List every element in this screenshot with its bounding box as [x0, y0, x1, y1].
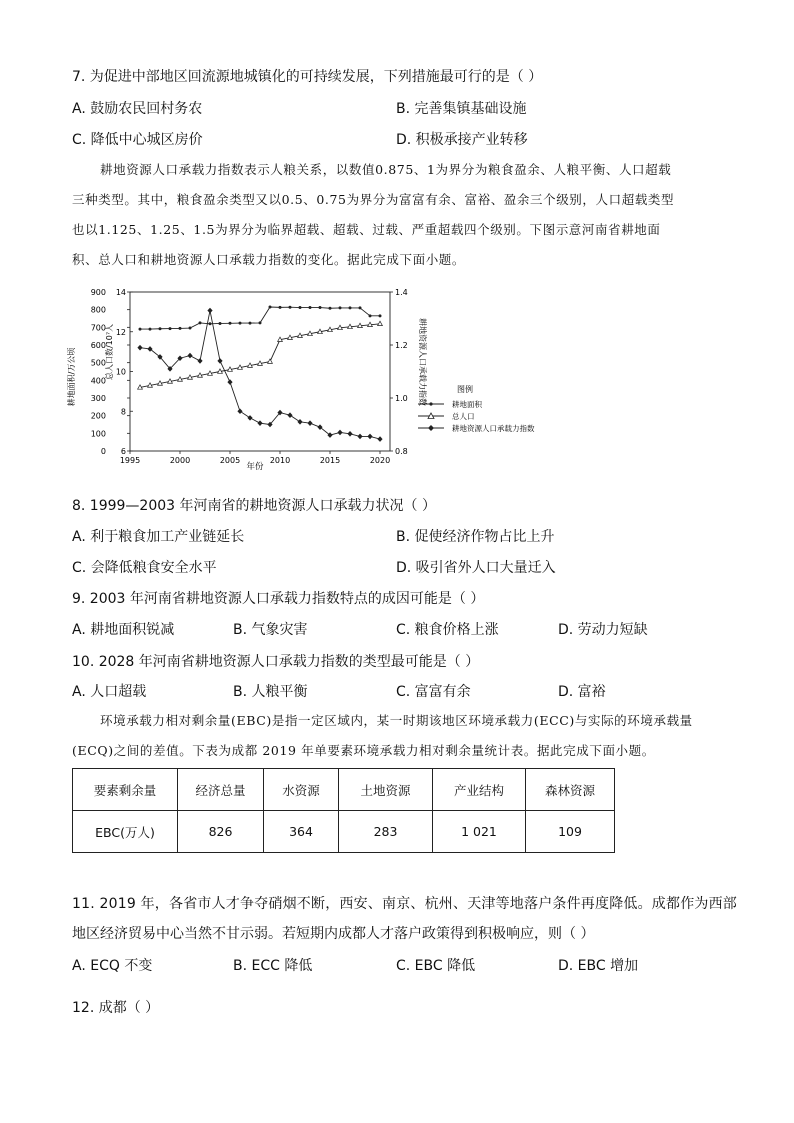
passage-cultivated-land	[72, 155, 724, 275]
passage-line: 耕地资源人口承载力指数表示人粮关系，以数值0.875、1为界分为粮食盈余、人粮平衡、人口超载	[100, 162, 672, 177]
index-point	[257, 420, 262, 426]
index-tick-label: 0.8	[395, 447, 408, 456]
q11-option-a: A. ECQ 不变	[72, 958, 153, 974]
table-header-cell: 水资源	[264, 769, 339, 811]
farmland-tick-label: 500	[90, 358, 106, 368]
index-point	[197, 358, 202, 364]
table-cell: 826	[178, 811, 264, 853]
population-tick-label: 10	[115, 367, 126, 377]
question-11-stem-line-1: 11. 2019 年，各省市人才争夺硝烟不断，西安、南京、杭州、天津等地落户条件再度降低。成都作为西部	[72, 896, 737, 912]
q8-option-d: D. 吸引省外人口大量迁入	[396, 560, 556, 576]
farmland-point	[289, 306, 292, 309]
q11-option-b: B. ECC 降低	[233, 958, 313, 974]
passage-line: 三种类型。其中，粮食盈余类型又以0.5、0.75为界分为富富有余、富裕、盈余三个级别，人口超载类型	[72, 192, 675, 207]
q9-option-b: B. 气象灾害	[233, 622, 308, 638]
index-tick-label: 1.2	[395, 341, 408, 350]
passage-line: 环境承载力相对剩余量(EBC)是指一定区域内，某一时期该地区环境承载力(ECC)与实际的环境承载量	[100, 713, 693, 728]
index-tick-label: 1.0	[395, 394, 408, 403]
q11-option-d: D. EBC 增加	[558, 958, 639, 974]
farmland-point	[229, 322, 232, 325]
passage-line: 积、总人口和耕地资源人口承载力指数的变化。据此完成下面小题。	[72, 252, 466, 267]
farmland-point	[319, 306, 322, 309]
farmland-point	[279, 306, 282, 309]
farmland-point	[349, 306, 352, 309]
q8-option-c: C. 会降低粮食安全水平	[72, 560, 217, 576]
index-point	[137, 345, 142, 351]
farmland-point	[309, 306, 312, 309]
farmland-tick-label: 400	[90, 376, 106, 386]
legend-label-population: 总人口	[452, 412, 475, 421]
population-tick-label: 6	[120, 447, 126, 456]
farmland-point	[259, 321, 262, 324]
index-point	[247, 415, 252, 421]
index-point	[347, 431, 352, 437]
x-tick-label: 2010	[269, 456, 291, 465]
q8-option-b: B. 促使经济作物占比上升	[396, 529, 555, 545]
index-tick-label: 1.4	[395, 288, 408, 297]
table-cell: 283	[339, 811, 433, 853]
farmland-point	[159, 327, 162, 330]
farmland-point	[369, 314, 372, 317]
index-point	[207, 308, 212, 314]
index-point	[307, 420, 312, 426]
farmland-point	[379, 314, 382, 317]
farmland-tick-label: 200	[90, 411, 106, 421]
axis-label-farmland-text: 耕地面积/万公顷	[67, 347, 76, 407]
farmland-point	[219, 322, 222, 325]
table-header-cell: 森林资源	[526, 769, 615, 811]
x-tick-label: 2000	[169, 456, 191, 465]
index-point	[217, 358, 222, 364]
question-12-stem: 12. 成都（ ）	[72, 1000, 160, 1016]
table-cell: EBC(万人)	[73, 811, 178, 853]
farmland-point	[329, 307, 332, 310]
q9-option-c: C. 粮食价格上涨	[396, 622, 499, 638]
ebc-table	[72, 768, 615, 853]
x-tick-label: 2015	[319, 456, 341, 465]
legend-marker-diamond	[428, 425, 434, 431]
index-point	[337, 430, 342, 436]
q7-option-c: C. 降低中心城区房价	[72, 132, 203, 148]
population-tick-label: 12	[115, 327, 126, 337]
question-8-stem: 8. 1999—2003 年河南省的耕地资源人口承载力状况（ ）	[72, 498, 436, 514]
legend-title: 图例	[457, 385, 473, 394]
legend-label-index: 耕地资源人口承载力指数	[452, 424, 535, 433]
table-cell: 109	[526, 811, 615, 853]
passage-line: 也以1.125、1.25、1.5为界分为临界超载、超载、过载、严重超载四个级别。下图示意河南省耕地面	[72, 222, 661, 237]
series-line-1	[140, 324, 380, 388]
axis-label-population-text: 总人口数/10⁷人	[105, 323, 114, 381]
x-axis-label: 年份	[246, 462, 264, 472]
farmland-tick-label: 0	[100, 447, 106, 456]
x-tick-label: 1995	[119, 456, 141, 465]
axis-label-farmland	[66, 348, 76, 407]
farmland-tick-label: 900	[90, 288, 106, 297]
farmland-tick-label: 800	[90, 305, 106, 315]
question-11-stem-line-2: 地区经济贸易中心当然不甘示弱。若短期内成都人才落户政策得到积极响应，则（ ）	[72, 926, 595, 942]
table-cell: 1 021	[433, 811, 526, 853]
plot-frame	[130, 292, 390, 451]
table-cell: 364	[264, 811, 339, 853]
index-point	[377, 436, 382, 442]
table-header-cell: 土地资源	[339, 769, 433, 811]
passage-ebc	[72, 706, 724, 766]
index-point	[357, 434, 362, 440]
farmland-point	[249, 322, 252, 325]
henan-land-population-chart	[60, 282, 600, 474]
axis-label-index	[418, 318, 428, 406]
population-point	[268, 359, 273, 363]
q9-option-a: A. 耕地面积锐减	[72, 622, 175, 638]
q9-option-d: D. 劳动力短缺	[558, 622, 648, 638]
farmland-point	[149, 328, 152, 331]
series-line-2	[140, 311, 380, 440]
farmland-tick-label: 300	[90, 394, 106, 403]
table-header-cell: 经济总量	[178, 769, 264, 811]
index-point	[297, 419, 302, 425]
table-header-cell: 要素剩余量	[73, 769, 178, 811]
legend-marker-dot	[429, 402, 432, 405]
index-point	[237, 408, 242, 414]
farmland-point	[239, 322, 242, 325]
q7-option-d: D. 积极承接产业转移	[396, 132, 528, 148]
farmland-tick-label: 100	[90, 429, 106, 439]
q8-option-a: A. 利于粮食加工产业链延长	[72, 529, 245, 545]
x-tick-label: 2005	[219, 456, 241, 465]
question-7-stem: 7. 为促进中部地区回流源地城镇化的可持续发展，下列措施最可行的是（ ）	[72, 69, 543, 85]
table-row	[73, 811, 615, 853]
farmland-point	[169, 327, 172, 330]
axis-label-population	[104, 324, 114, 380]
farmland-point	[339, 306, 342, 309]
farmland-point	[269, 306, 272, 309]
legend-label-farmland: 耕地面积	[452, 400, 482, 409]
table-header-cell: 产业结构	[433, 769, 526, 811]
axis-label-index-text: 耕地资源人口承载力指数	[418, 318, 427, 406]
population-tick-label: 8	[120, 407, 126, 417]
farmland-tick-label: 600	[90, 341, 106, 350]
index-point	[227, 379, 232, 385]
passage-line: (ECQ)之间的差值。下表为成都 2019 年单要素环境承载力相对剩余量统计表。据此完成下面小题。	[72, 743, 655, 758]
farmland-point	[359, 306, 362, 309]
farmland-point	[179, 327, 182, 330]
question-10-stem: 10. 2028 年河南省耕地资源人口承载力指数的类型最可能是（ ）	[72, 654, 480, 670]
x-tick-label: 2020	[369, 456, 391, 465]
question-9-stem: 9. 2003 年河南省耕地资源人口承载力指数特点的成因可能是（ ）	[72, 591, 485, 607]
farmland-point	[299, 306, 302, 309]
q11-option-c: C. EBC 降低	[396, 958, 476, 974]
table-header-row	[73, 769, 615, 811]
series-line-0	[140, 307, 380, 329]
q10-option-a: A. 人口超载	[72, 684, 147, 700]
q10-option-c: C. 富富有余	[396, 684, 471, 700]
farmland-tick-label: 700	[90, 323, 106, 333]
farmland-point	[199, 321, 202, 324]
index-point	[287, 412, 292, 418]
farmland-point	[209, 322, 212, 325]
population-tick-label: 14	[115, 288, 126, 297]
q7-option-a: A. 鼓励农民回村务农	[72, 101, 203, 117]
q10-option-d: D. 富裕	[558, 684, 606, 700]
plot-area	[91, 288, 408, 465]
q10-option-b: B. 人粮平衡	[233, 684, 308, 700]
chart-legend	[418, 384, 535, 433]
index-point	[367, 434, 372, 440]
farmland-point	[139, 328, 142, 331]
population-point	[378, 321, 383, 325]
index-point	[187, 353, 192, 359]
farmland-point	[189, 327, 192, 330]
q7-option-b: B. 完善集镇基础设施	[396, 101, 527, 117]
